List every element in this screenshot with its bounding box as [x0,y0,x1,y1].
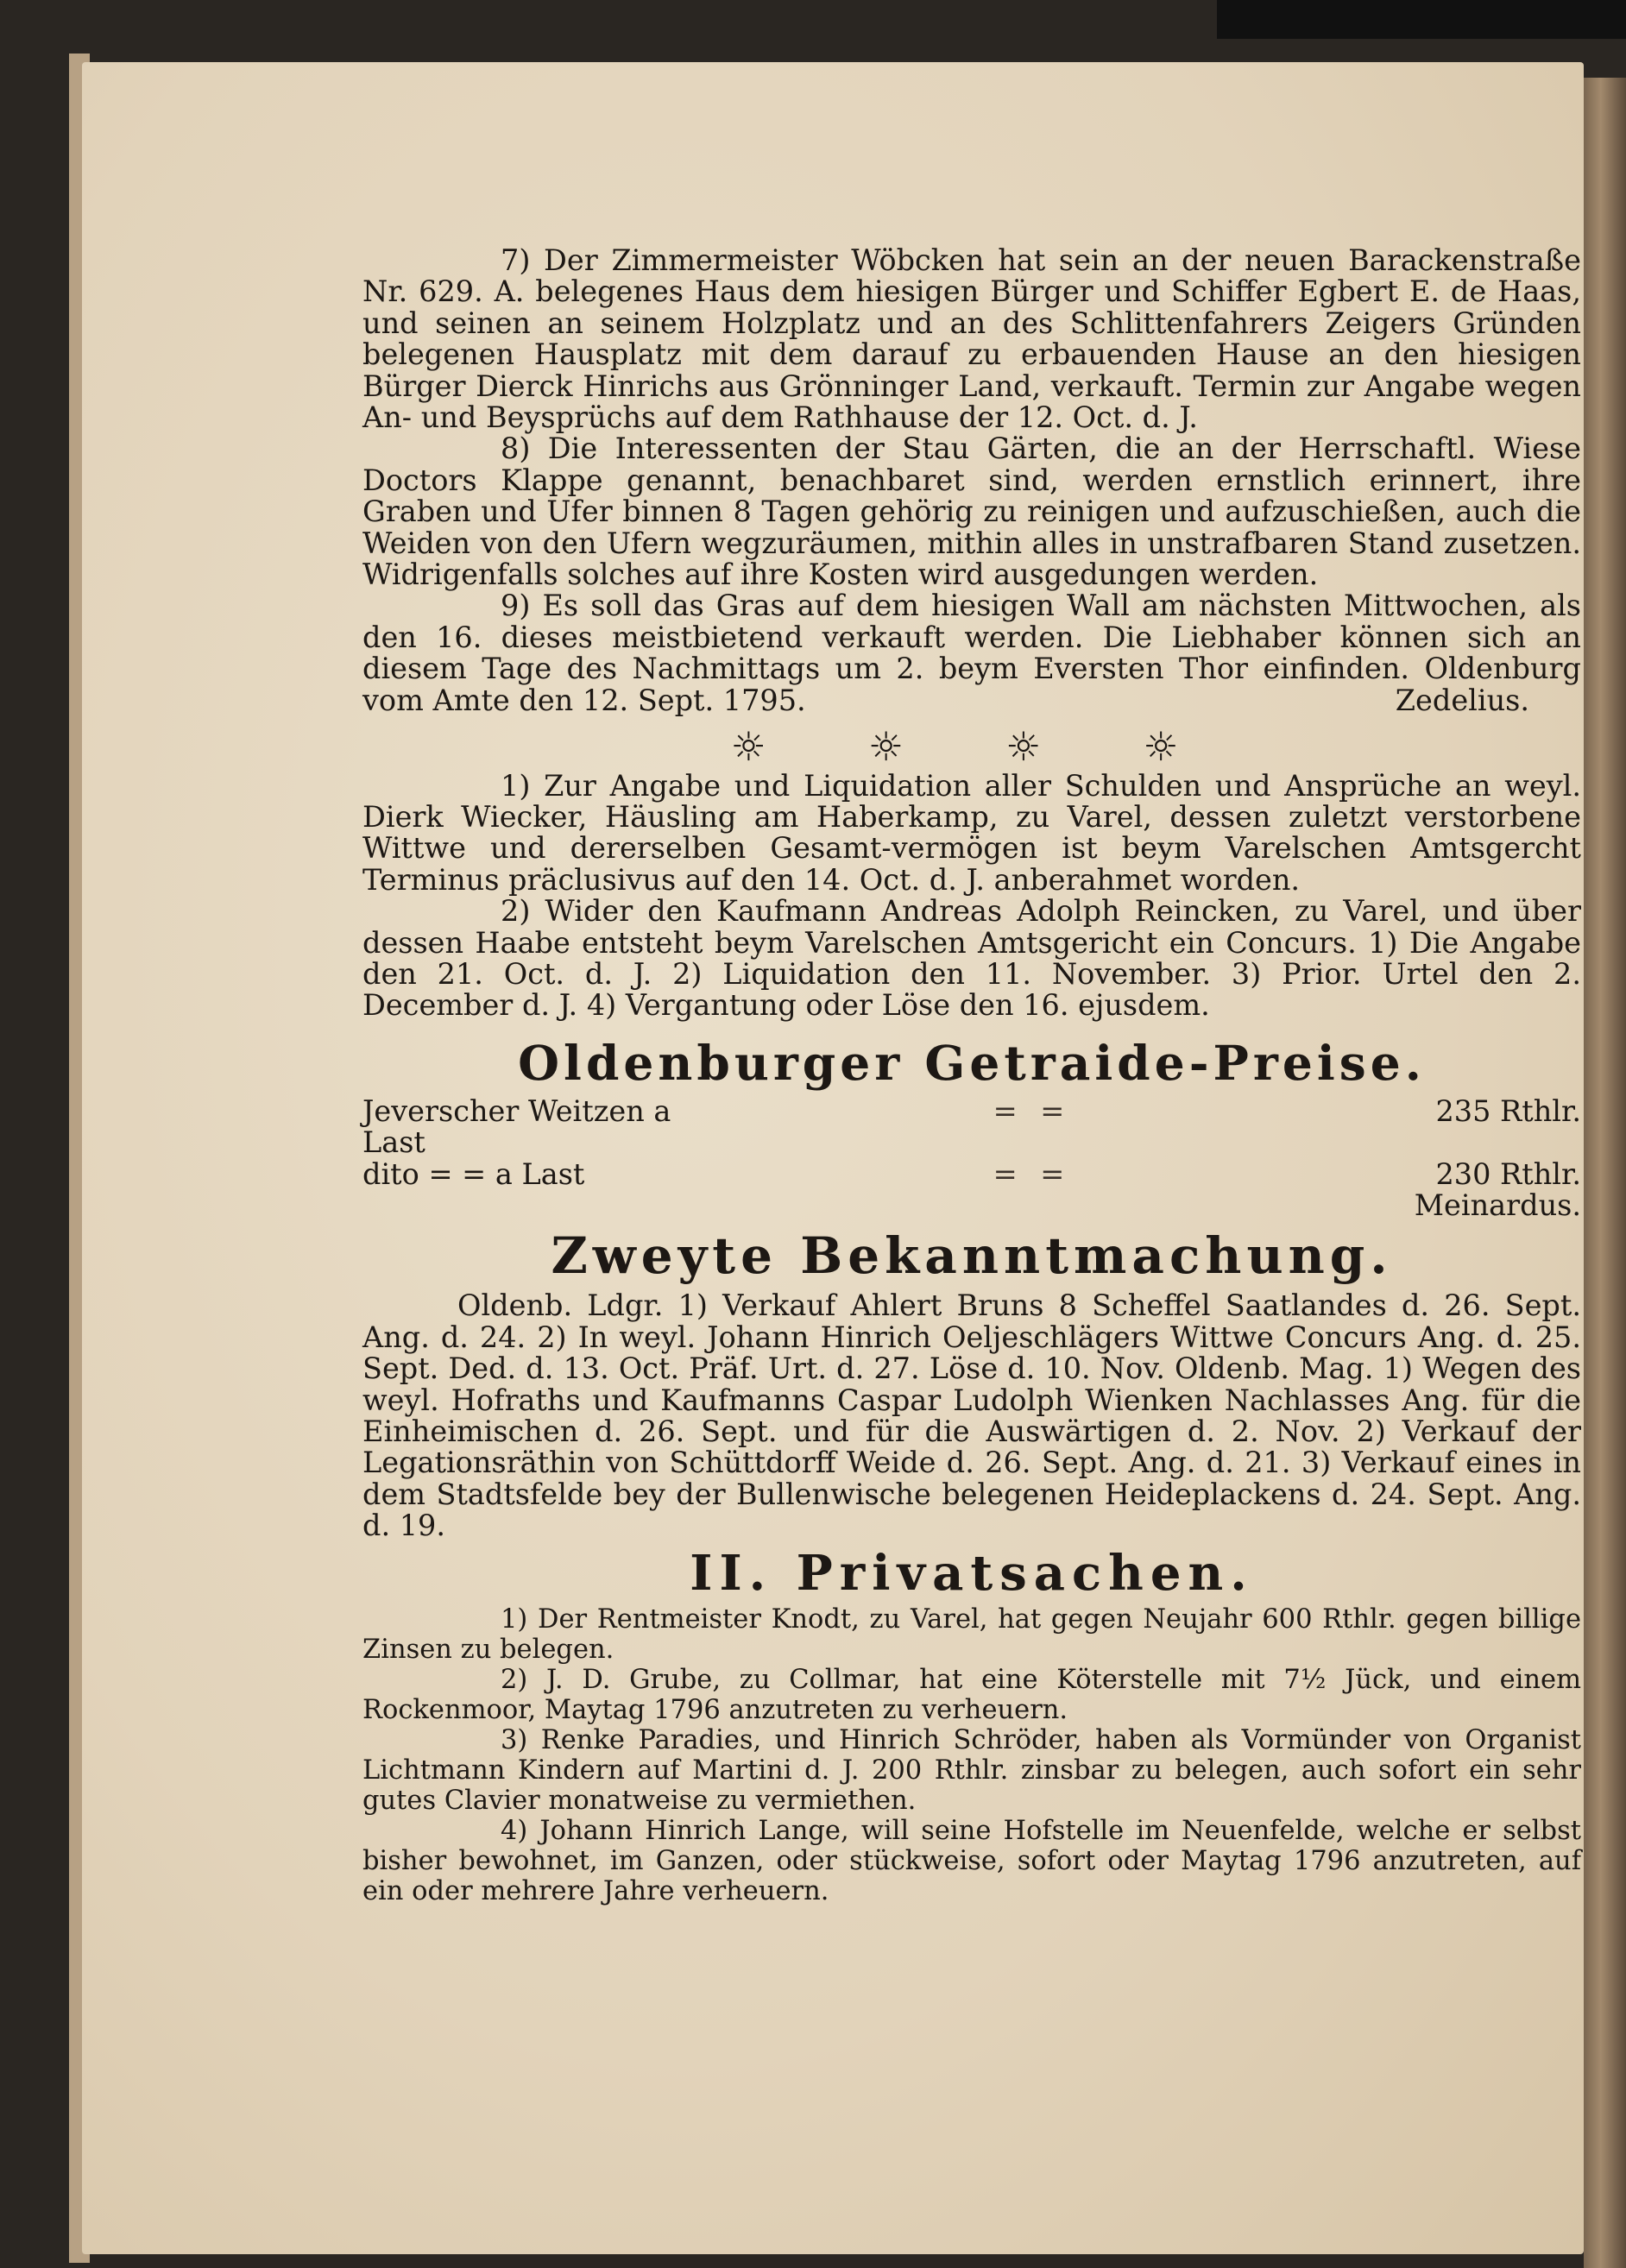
price-value: 235 Rthlr. [1435,1093,1581,1128]
price-dots: = = [993,1093,1072,1128]
signature-meinardus: Meinardus. [1414,1188,1581,1222]
notice-9: 9) Es soll das Gras auf dem hiesigen Wall am nächsten Mittwochen, als den 16. dieses meistbietend verkauft werden. Die Liebhaber können sich an diesem Tage des Nachmittags um 2. beym Eversten Thor einfinden. Oldenburg vom Amte den 12. Sept. 1795. [362,589,1581,717]
sun-ornament-icon: ☼ [867,722,904,770]
price-item: Jeverscher Weitzen a Last [362,1093,671,1160]
varel-notice-2: 2) Wider den Kaufmann Andreas Adolph Reincken, zu Varel, und über dessen Haabe entsteht beym Varelschen Amtsgericht ein Concurs. 1) Die Angabe den 21. Oct. d. J. 2) Liquidation den 11. November. 3) Prior. Urtel den 2. December d. J. 4) Vergantung oder Löse den 16. ejusdem. [362,894,1581,1023]
grain-prices-heading: Oldenburger Getraide-Preise. [518,1034,1426,1091]
price-value: 230 Rthlr. [1435,1156,1581,1191]
private-notice-3: 3) Renke Paradies, und Hinrich Schröder, haben als Vormünder von Organist Lichtmann Kindern auf Martini d. J. 200 Rthlr. zinsbar zu belegen, auch sofort ein sehr gutes Clavier monatweise zu vermiethen. [362,1724,1581,1816]
private-notice-1: 1) Der Rentmeister Knodt, zu Varel, hat gegen Neujahr 600 Rthlr. gegen billige Zinsen zu belegen. [362,1603,1581,1665]
section-heading-privatsachen: II. Privatsachen. [690,1544,1254,1602]
page-fore-edge [1584,78,1626,2268]
scan-background [1217,0,1626,39]
private-notice-4: 4) Johann Hinrich Lange, will seine Hofstelle im Neuenfelde, welche er selbst bisher bewohnet, im Ganzen, oder stückweise, sofort oder Maytag 1796 anzutreten, auf ein oder mehrere Jahre verheuern. [362,1815,1581,1906]
price-item: dito = = a Last [362,1156,585,1191]
sun-ornament-icon: ☼ [1005,722,1042,770]
varel-notice-1: 1) Zur Angabe und Liquidation aller Schulden und Ansprüche an weyl. Dierk Wiecker, Häusling am Haberkamp, zu Varel, dessen zuletzt verstorbene Wittwe und dererselben Gesamt-vermögen ist beym Varelschen Amtsgercht Terminus präclusivus auf den 14. Oct. d. J. anberahmet worden. [362,768,1581,897]
price-row [362,1093,1581,1160]
signature-zedelius: Zedelius. [1395,684,1529,718]
sun-ornament-icon: ☼ [730,722,766,770]
page-content [362,245,1581,1906]
section-heading-bekanntmachung: Zweyte Bekanntmachung. [551,1226,1393,1286]
sun-ornament-icon: ☼ [1143,722,1179,770]
notice-8: 8) Die Interessenten der Stau Gärten, die an der Herrschaftl. Wiese Doctors Klappe genannt, benachbaret sind, werden ernstlich erinnert, ihre Graben und Ufer binnen 8 Tagen gehörig zu reinigen und aufzuschießen, auch die Weiden von den Ufern wegzuräumen, mithin alles in unstrafbaren Stand zusetzen. Widrigenfalls solches auf ihre Kosten wird ausgedungen werden. [362,432,1581,592]
bekanntmachung-text: Oldenb. Ldgr. 1) Verkauf Ahlert Bruns 8 Scheffel Saatlandes d. 26. Sept. Ang. d. 24. 2) In weyl. Johann Hinrich Oeljeschlägers Wittwe Concurs Ang. d. 25. Sept. Ded. d. 13. Oct. Präf. Urt. d. 27. Löse d. 10. Nov. Oldenb. Mag. 1) Wegen des weyl. Hofraths und Kaufmanns Caspar Ludolph Wienken Nachlasses Ang. für die Einheimischen d. 26. Sept. und für die Auswärtigen d. 2. Nov. 2) Verkauf der Legationsräthin von Schüttdorff Weide d. 26. Sept. Ang. d. 21. 3) Verkauf eines in dem Stadtsfelde bey der Bullenwische belegenen Heideplackens d. 24. Sept. Ang. d. 19. [362,1288,1581,1543]
ornament-row [328,722,1581,771]
price-dots: = = [993,1156,1072,1191]
notice-7: 7) Der Zimmermeister Wöbcken hat sein an der neuen Barackenstraße Nr. 629. A. belegenes Haus dem hiesigen Bürger und Schiffer Egbert E. de Haas, und seinen an seinem Holzplatz und an des Schlittenfahrers Zeigers Gründen belegenen Hausplatz mit dem darauf zu erbauenden Hause an den hiesigen Bürger Dierck Hinrichs aus Grönninger Land, verkauft. Termin zur Angabe wegen An- und Beysprüchs auf dem Rathhause der 12. Oct. d. J. [362,243,1581,435]
price-row [362,1156,1581,1191]
private-notice-2: 2) J. D. Grube, zu Collmar, hat eine Köterstelle mit 7½ Jück, und einem Rockenmoor, Maytag 1796 anzutreten zu verheuern. [362,1664,1581,1725]
